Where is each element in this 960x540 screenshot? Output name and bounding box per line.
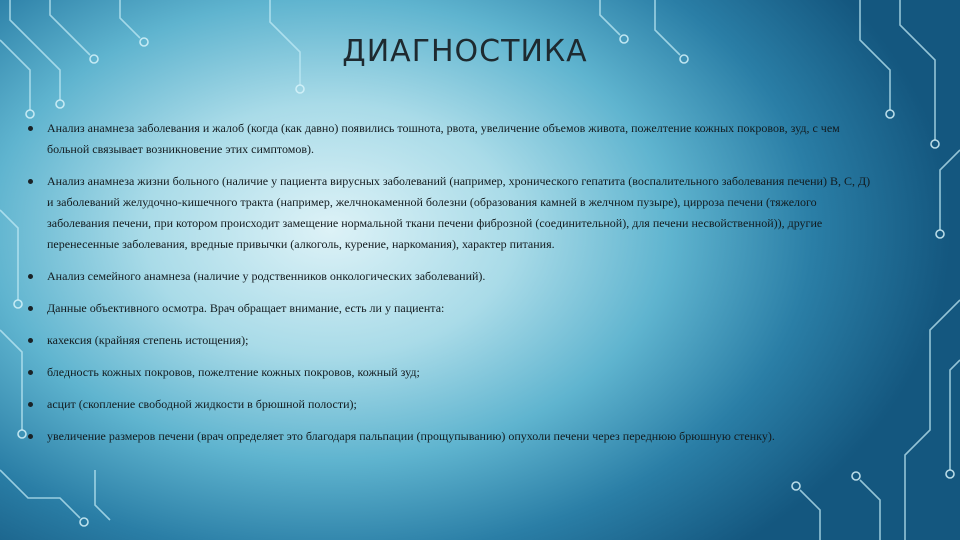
list-item	[28, 118, 876, 160]
bullet-list	[28, 118, 876, 458]
list-item-text: бледность кожных покровов, пожелтение кожных покровов, кожный зуд;	[47, 365, 420, 379]
list-item	[28, 362, 876, 383]
list-item-text: асцит (скопление свободной жидкости в брюшной полости);	[47, 397, 357, 411]
list-item	[28, 426, 876, 447]
list-item-text: Анализ анамнеза заболевания и жалоб (когда (как давно) появились тошнота, рвота, увеличение объемов живота, пожелтение кожных покровов, зуд, с чем больной связывает возникновение этих симптомов).	[47, 121, 840, 156]
list-item	[28, 298, 876, 319]
list-item	[28, 171, 876, 255]
bullet-icon	[28, 274, 33, 279]
bullet-icon	[28, 126, 33, 131]
list-item-text: Данные объективного осмотра. Врач обращает внимание, есть ли у пациента:	[47, 301, 445, 315]
bullet-icon	[28, 402, 33, 407]
list-item-text: увеличение размеров печени (врач определяет это благодаря пальпации (прощупыванию) опухоли печени через переднюю брюшную стенку).	[47, 429, 775, 443]
list-item	[28, 330, 876, 351]
list-item	[28, 266, 876, 287]
bullet-icon	[28, 370, 33, 375]
list-item-text: Анализ семейного анамнеза (наличие у родственников онкологических заболеваний).	[47, 269, 486, 283]
list-item-text: Анализ анамнеза жизни больного (наличие у пациента вирусных заболеваний (например, хронического гепатита (воспалительного заболевания печени) В, С, Д) и заболеваний желудочно-кишечного тракта (например, желчнокаменной болезни (образования камней в желчном пузыре), цирроза печени (тяжелого заболевания печени, при котором происходит замещение нормальной ткани печени фиброзной (соединительной), для печени несвойственной)), другие перенесенные заболевания, вредные привычки (алкоголь, курение, наркомания), характер питания.	[47, 174, 871, 251]
bullet-icon	[28, 306, 33, 311]
slide-title: ДИАГНОСТИКА	[342, 34, 588, 69]
bullet-icon	[28, 338, 33, 343]
bullet-icon	[28, 179, 33, 184]
list-item-text: кахексия (крайняя степень истощения);	[47, 333, 249, 347]
bullet-icon	[28, 434, 33, 439]
list-item	[28, 394, 876, 415]
